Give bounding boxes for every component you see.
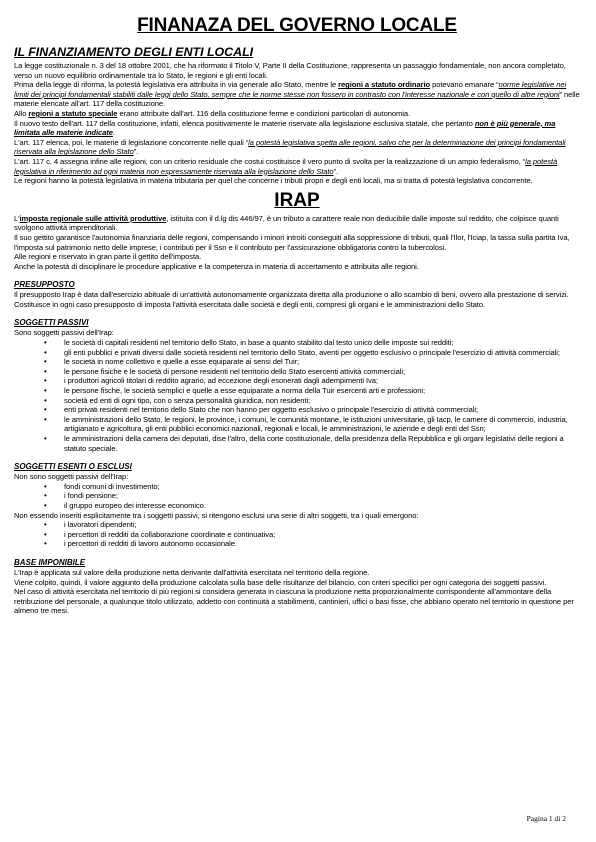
list-intro: Non sono soggetti passivi dell'Irap:	[14, 472, 129, 482]
text-run: L'art. 117 elenca, poi, le materie di legislazione concorrente nelle quali “	[14, 137, 249, 147]
list-item-text: i produttori agricoli titolari di reddito agrario, ad eccezione degli esonerati dagli adempimenti Iva;	[64, 376, 378, 386]
subsection-heading-soggetti-passivi: SOGGETTI PASSIVI	[14, 318, 89, 328]
list-item-text: i percettori di redditi di lavoro autonomo occasionale.	[64, 539, 237, 549]
paragraph: Nel caso di attività esercitata nel territorio di più regioni si considera generata in ciascuna la produzione netta proporzionalmente corrispondente all'ammontare della retribuzione del personale, a qualunque titolo utilizzato, addetto con continuità a stabilimenti, cantinieri, uffici o basi fisse, che abbiano operato nel territorio in questione per almeno tre mesi.	[14, 587, 574, 616]
list-item	[44, 500, 580, 511]
document-page	[14, 14, 580, 616]
list-item	[44, 347, 580, 358]
list-item-text: i lavoratori dipendenti;	[64, 520, 137, 530]
list-item	[44, 338, 580, 348]
subsection-heading-presupposto: PRESUPPOSTO	[14, 280, 75, 290]
emphasis-text: regioni a statuto ordinario	[338, 80, 431, 90]
emphasis-text: non è più generale, ma limitata alle materie indicate	[14, 118, 556, 138]
text-run: Allo	[14, 108, 29, 118]
text-run: ”.	[333, 166, 339, 176]
bullet-icon: •	[44, 500, 47, 510]
list-item	[44, 376, 580, 386]
list-item	[44, 539, 580, 549]
paragraph: Alle regioni e riservato in gran parte il gettito dell'imposta.	[14, 252, 202, 262]
paragraph	[14, 214, 580, 233]
subsection-heading-base-imponibile: BASE IMPONIBILE	[14, 557, 86, 567]
list-item-text: fondi comuni di investimento;	[64, 481, 160, 491]
list-item	[44, 395, 580, 406]
text-run: Il nuovo testo dell'art. 117 della costituzione, infatti, elenca positivamente le materie riservate alla legislazione esclusiva statale, che pertanto	[14, 118, 475, 128]
list-item-text: i fondi pensione;	[64, 491, 118, 501]
emphasis-text: imposta regionale sulle attività produttive	[19, 213, 167, 223]
text-run: erano attribuite dall'art. 116 della costituzione ferme e condizioni particolari di autonomia.	[117, 108, 411, 118]
list-item-text: le amministrazioni della camera dei deputati, dise l'altro, della corte costituzionale, della presidenza della Repubblica e gli organi legislativi delle regioni a statuto speciale.	[64, 434, 564, 453]
quoted-text: la potestà legislativa in riferimento ad ogni materia non espressamente riservata alla legislazione dello Stato	[14, 156, 558, 176]
quoted-text: norme legislative nei limiti dei principi fondamentali stabiliti dalle leggi dello Stato, sempre che le norme stesse non fossero in contrasto con l'interesse nazionale e con quello di altre regioni	[14, 80, 567, 99]
list-intro: Sono soggetti passivi dell'Irap:	[14, 328, 114, 338]
document-title: FINANAZA DEL GOVERNO LOCALE	[137, 15, 457, 36]
emphasis-text: regioni a statuto speciale	[28, 108, 118, 118]
bullet-icon: •	[44, 529, 47, 539]
bullet-icon: •	[44, 434, 47, 443]
bullet-list-soggetti-esenti	[14, 482, 580, 511]
bullet-icon: •	[44, 405, 47, 415]
list-item-text: il gruppo europeo dei interesse economico.	[64, 500, 206, 510]
text-run: .	[112, 128, 115, 138]
list-item	[44, 405, 580, 415]
paragraph	[14, 157, 580, 176]
list-item-text: le persone fisiche e le società di persone residenti nel territorio dello Stato esercenti attività commerciali;	[64, 366, 406, 376]
paragraph: Anche la potestà di disciplinare le procedure applicative e la competenza in materia di accertamento e attribuita alle regioni.	[14, 261, 419, 271]
list-item-text: società ed enti di ogni tipo, con o senza personalità giuridica, non residenti;	[64, 395, 311, 405]
paragraph	[14, 119, 580, 138]
list-item-text: le persone fische, le società semplici e quelle a esse equiparate a norma della Tuir esercenti arti e professioni;	[64, 386, 426, 396]
text-run: potevano emanare “	[430, 80, 499, 90]
list-item-text: le società in nome collettivo e quelle a esse equiparate ai sensi del Tuir;	[64, 357, 300, 367]
bullet-icon: •	[44, 338, 47, 348]
list-item	[44, 520, 580, 530]
bullet-icon: •	[44, 520, 47, 530]
bullet-icon: •	[44, 357, 47, 367]
paragraph: L'Irap è applicata sul valore della produzione netta derivante dall'attività esercitata nel territorio della regione.	[14, 567, 370, 577]
text-run: , istituita con il d.lg dis 446/97, è un tributo a carattere reale non deducibile dalle imposte sul reddito, che colpisce quanti svolgono attività imprenditoriali.	[14, 213, 559, 233]
list-item	[44, 434, 580, 453]
list-item	[44, 529, 580, 540]
bullet-icon: •	[44, 395, 47, 405]
bullet-icon: •	[44, 491, 47, 501]
bullet-icon: •	[44, 347, 47, 357]
bullet-list-soggetti-esclusi	[14, 520, 580, 549]
bullet-list-soggetti-passivi	[14, 338, 580, 453]
list-item-text: i percettori di redditi da collaborazione coordinate e continuativa;	[64, 529, 276, 539]
list-item	[44, 366, 580, 377]
section-heading-finanziamento: IL FINANZIAMENTO DEGLI ENTI LOCALI	[14, 45, 254, 59]
bullet-icon: •	[44, 481, 47, 491]
list-item-text: le società di capitali residenti nel territorio dello Stato, in base a quanto stabilito dal testo unico delle imposte sui redditi;	[64, 338, 454, 348]
list-item	[44, 491, 580, 501]
text-run: L'	[14, 213, 20, 223]
paragraph: La legge costituzionale n. 3 del 18 ottobre 2001, che ha riformato il Titolo V, Parte II della Costituzione, rappresenta un passaggio fondamentale, non ancora completato, verso un nuovo equilibrio ordinamentale tra lo Stato, le regioni e gli enti locali.	[14, 61, 566, 80]
bullet-icon: •	[44, 414, 47, 424]
paragraph: Viene colpito, quindi, il valore aggiunto della produzione calcolata sulla base delle risultanze del bilancio, con criteri specifici per ogni categoria dei soggetti passivi.	[14, 577, 547, 587]
paragraph	[14, 138, 580, 157]
subsection-heading-soggetti-esenti: SOGGETTI ESENTI O ESCLUSI	[14, 462, 132, 472]
list-item-text: le amministrazioni dello Stato, le regioni, le province, i comuni, le comunità montane, le istituzioni universitarie, gli Iacp, le camere di commercio, industria, artigianato e agricoltura, gli enti pubblici economici nazionali, regionali e locali, le amministrazioni, le aziende e degli enti del Ssn;	[64, 414, 568, 434]
list-item-text: enti privati residenti nel territorio dello Stato che non hanno per oggetto esclusivo o principale l'esercizio di attività commerciali;	[64, 405, 479, 415]
list-item	[44, 386, 580, 396]
page-number: Pagina 1 di 2	[526, 814, 566, 823]
paragraph	[14, 80, 580, 109]
list-item	[44, 357, 580, 367]
bullet-icon: •	[44, 366, 47, 376]
list-item	[44, 414, 580, 434]
section-heading-irap: IRAP	[274, 189, 320, 211]
bullet-icon: •	[44, 376, 47, 386]
paragraph: Le regioni hanno la potestà legislativa in materia tributaria per quel che concerne i tributi propri e degli enti locali, ma si tratta di potestà legislativa concorrente.	[14, 176, 533, 186]
list-item	[44, 481, 580, 492]
paragraph: Costituisce in ogni caso presupposto di imposta l'attività esercitata dalle società e degli enti, compresi gli organi e le amministrazioni dello Stato.	[14, 299, 485, 309]
paragraph: Il presupposto Irap è data dall'esercizio abituale di un'attività autonomamente organizzata diretta alla produzione o allo scambio di beni, ovvero alla prestazione di servizi.	[14, 290, 569, 300]
quoted-text: la potestà legislativa spetta alle regioni, salvo che per la determinazione dei principi fondamentali riservata alla legislazione dello Stato	[14, 137, 566, 157]
paragraph	[14, 109, 580, 119]
bullet-icon: •	[44, 539, 47, 549]
list-item-text: gli enti pubblici e privati diversi dalle società residenti nel territorio dello Stato, aventi per oggetto esclusivo o principale l'esercizio di attività commerciali;	[64, 347, 560, 357]
list-intro: Non essendo inseriti esplicitamente tra i soggetti passivi, si ritengono esclusi una serie di altri soggetti, tra i quali emergono:	[14, 510, 419, 520]
text-run: Prima della legge di riforma, la potestà legislativa era attribuita in via generale allo Stato, mentre le	[14, 80, 339, 90]
text-run: ” nelle materie elencate all'art. 117 della costituzione.	[14, 89, 580, 109]
bullet-icon: •	[44, 386, 47, 396]
text-run: ”.	[133, 147, 139, 157]
paragraph: Il suo gettito garantisce l'autonomia finanziaria delle regioni, compensando i minori introiti conseguiti alla soppressione di tributi, quali l'Ilor, l'Iciap, la tassa sulla partita Iva, l'imposta sul patrimonio netto delle imprese, i contributi per il Ssn e il contributo per l'assicurazione obbligatoria contro la tubercolosi.	[14, 232, 570, 252]
text-run: L'art. 117 c. 4 assegna infine alle regioni, con un criterio residuale che costui costituisce il vero punto di svolta per la realizzazione di un ampio federalismo, “	[14, 156, 526, 166]
